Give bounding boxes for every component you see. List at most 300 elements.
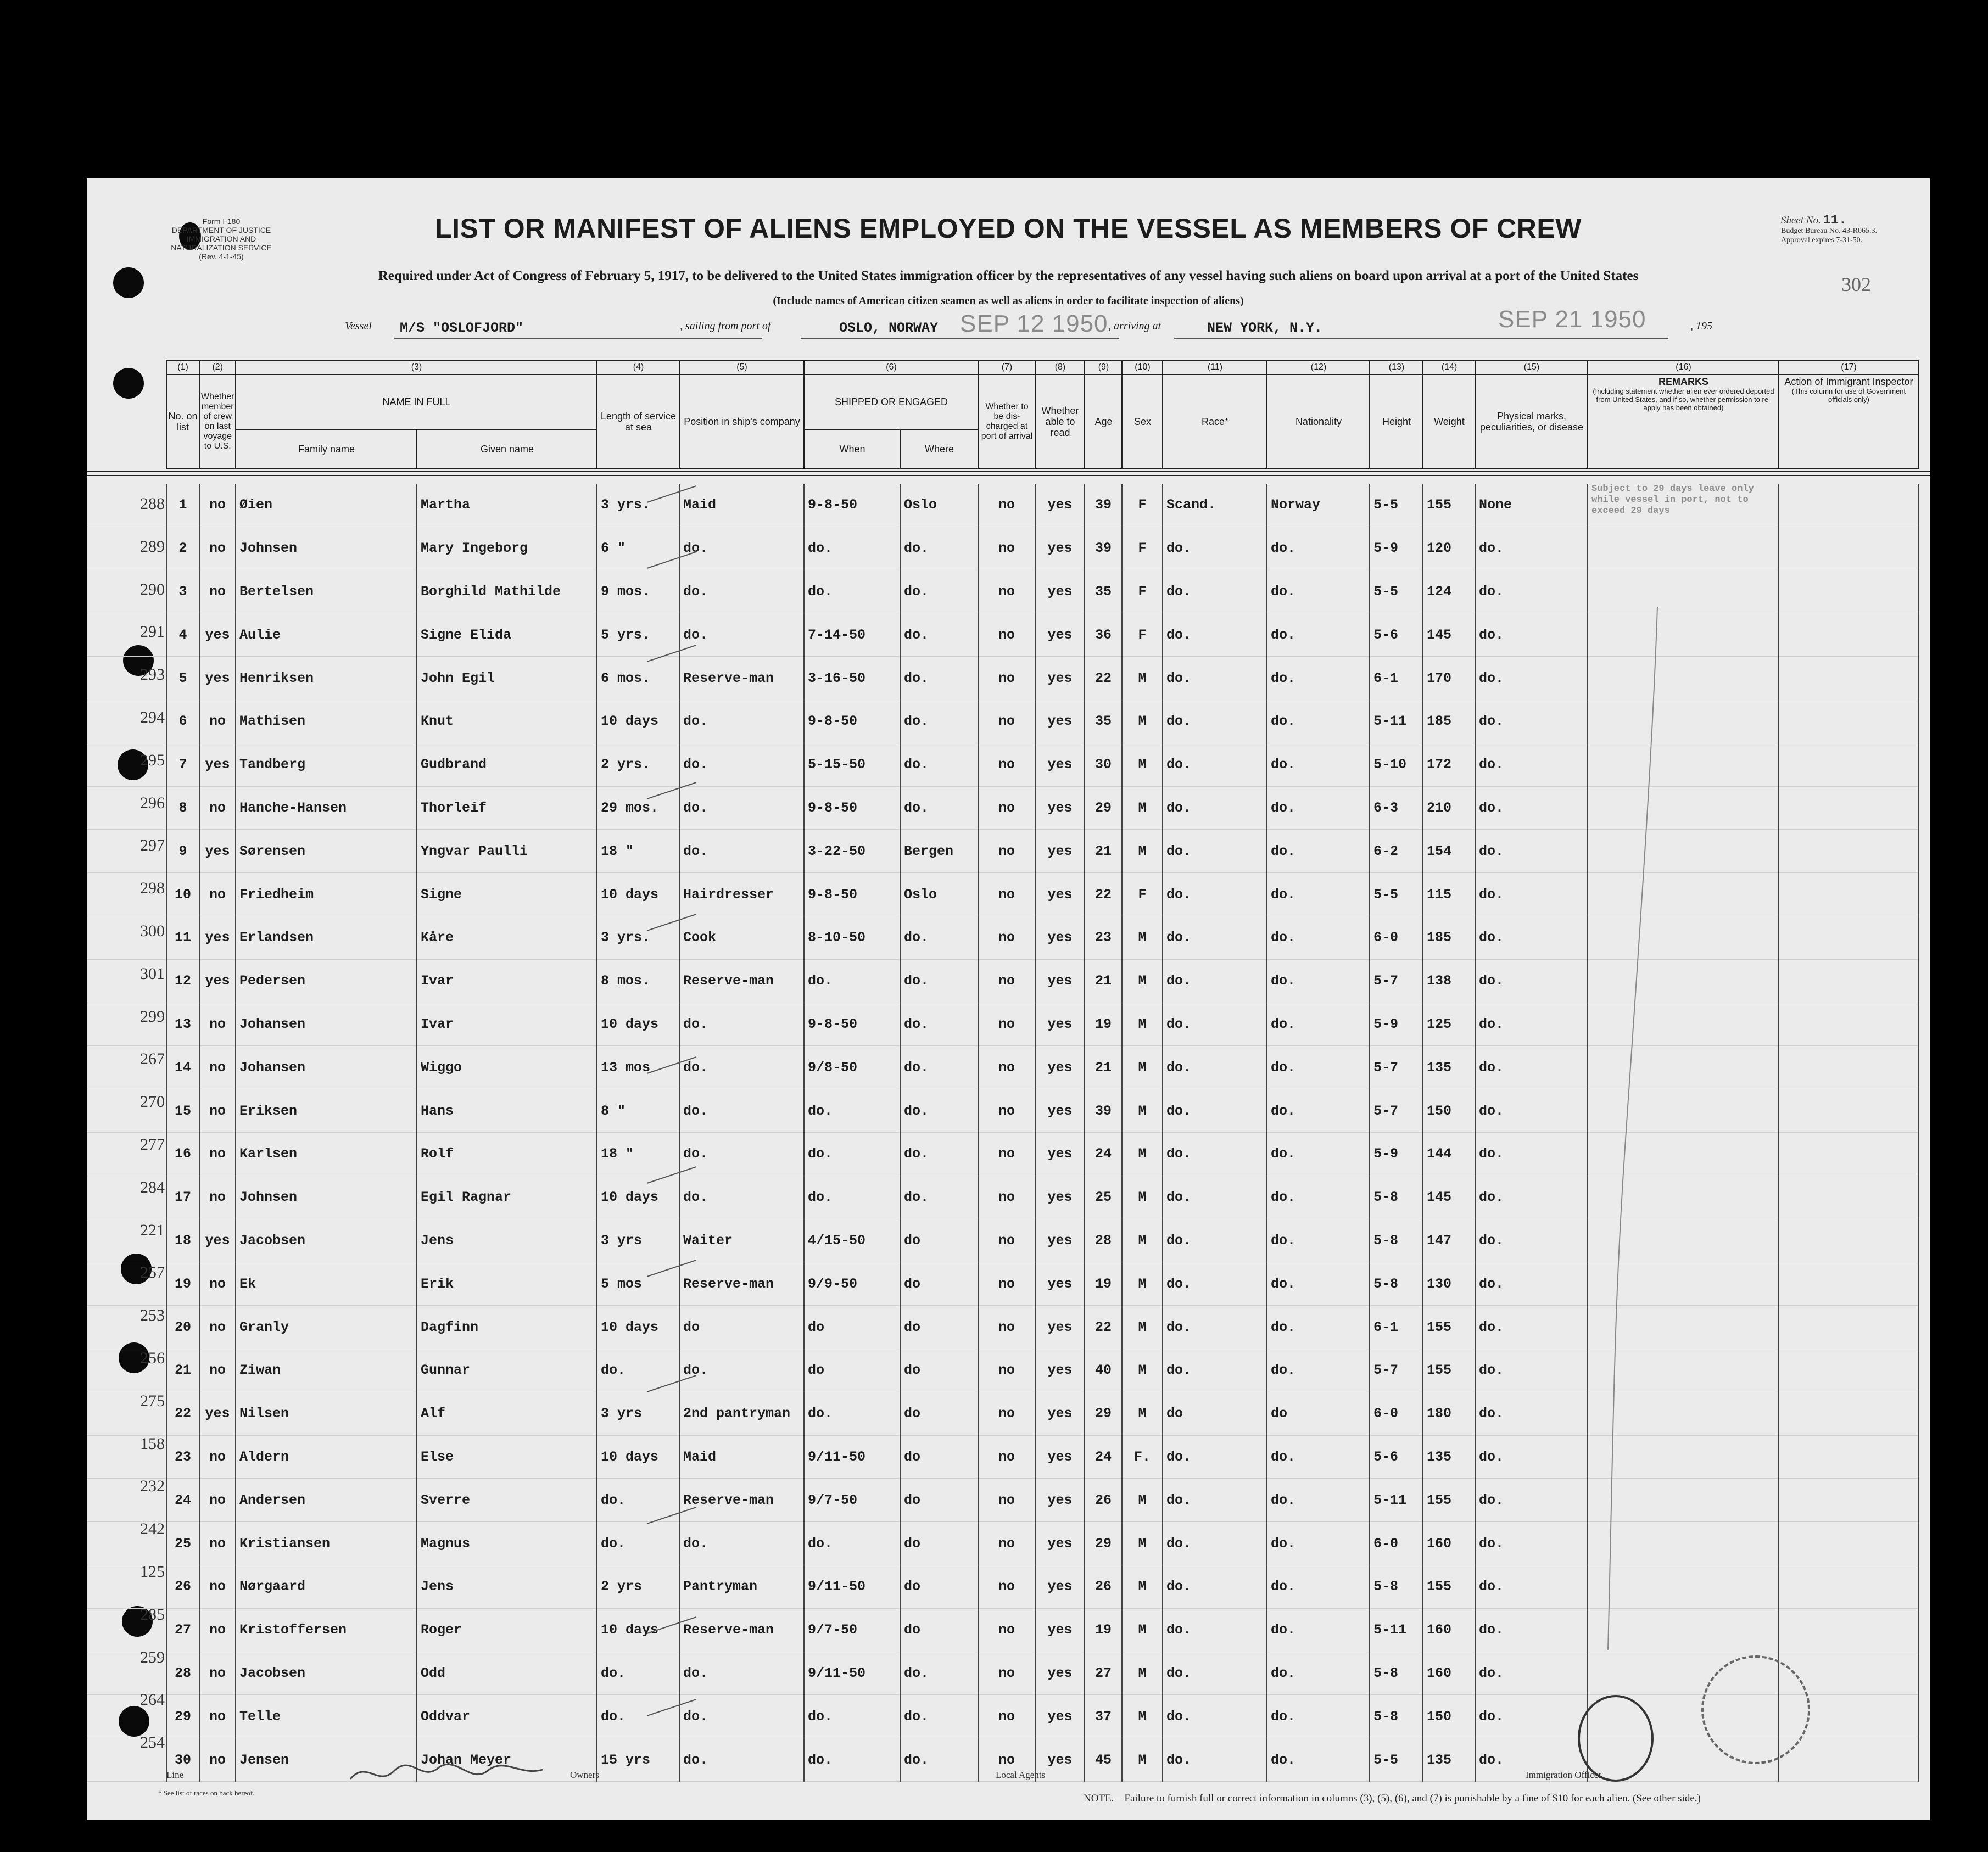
race: do. bbox=[1163, 1738, 1267, 1782]
previous-voyage: no bbox=[199, 786, 236, 830]
position: do. bbox=[679, 1349, 804, 1392]
physical-marks: do. bbox=[1475, 1089, 1588, 1133]
able-to-read: yes bbox=[1035, 1349, 1085, 1392]
sex: M bbox=[1122, 1003, 1163, 1046]
manifest-line-number: 285 bbox=[140, 1605, 165, 1624]
able-to-read: yes bbox=[1035, 1046, 1085, 1089]
position: Cook bbox=[679, 916, 804, 959]
weight: 120 bbox=[1423, 527, 1475, 570]
weight: 154 bbox=[1423, 830, 1475, 873]
able-to-read: yes bbox=[1035, 1262, 1085, 1306]
family-name: Erlandsen bbox=[236, 916, 417, 959]
position: do. bbox=[679, 613, 804, 657]
age: 26 bbox=[1085, 1479, 1122, 1522]
position: do. bbox=[679, 830, 804, 873]
length-of-service: 15 yrs bbox=[597, 1738, 679, 1782]
previous-voyage: no bbox=[199, 1435, 236, 1479]
sex: M bbox=[1122, 1089, 1163, 1133]
length-of-service: 3 yrs. bbox=[597, 484, 679, 527]
inspector-action-cell bbox=[1779, 1522, 1918, 1565]
given-name: Kåre bbox=[417, 916, 597, 959]
nationality: do. bbox=[1267, 700, 1370, 743]
discharged: no bbox=[978, 1479, 1035, 1522]
weight: 180 bbox=[1423, 1392, 1475, 1435]
page-number: 302 bbox=[1841, 273, 1871, 295]
no-on-list: 22 bbox=[166, 1392, 199, 1435]
inspector-action-cell bbox=[1779, 1479, 1918, 1522]
shipped-where: do. bbox=[900, 1046, 978, 1089]
age: 29 bbox=[1085, 786, 1122, 830]
inspector-action-cell bbox=[1779, 916, 1918, 959]
weight: 130 bbox=[1423, 1262, 1475, 1306]
length-of-service: 10 days bbox=[597, 1003, 679, 1046]
shipped-where: Oslo bbox=[900, 484, 978, 527]
race: do. bbox=[1163, 1522, 1267, 1565]
race: do. bbox=[1163, 1262, 1267, 1306]
sex: M bbox=[1122, 1219, 1163, 1262]
document-subtitle: Required under Act of Congress of February 5, 1917, to be delivered to the United States immigration officer by the representatives of any vessel having such aliens on board upon arrival at a port of the United States bbox=[378, 268, 1639, 283]
physical-marks: do. bbox=[1475, 786, 1588, 830]
position: Reserve-man bbox=[679, 959, 804, 1003]
nationality: do. bbox=[1267, 1262, 1370, 1306]
nationality: do. bbox=[1267, 916, 1370, 959]
col-inspector-action: Action of Immigrant Inspector (This column for use of Government officials only) bbox=[1779, 374, 1918, 469]
previous-voyage: no bbox=[199, 1738, 236, 1782]
discharged: no bbox=[978, 959, 1035, 1003]
col-when: When bbox=[804, 429, 900, 469]
no-on-list: 3 bbox=[166, 570, 199, 613]
nationality: do. bbox=[1267, 786, 1370, 830]
age: 21 bbox=[1085, 830, 1122, 873]
sex: M bbox=[1122, 916, 1163, 959]
physical-marks: do. bbox=[1475, 1132, 1588, 1176]
height: 5-7 bbox=[1370, 959, 1423, 1003]
given-name: Signe Elida bbox=[417, 613, 597, 657]
no-on-list: 13 bbox=[166, 1003, 199, 1046]
length-of-service: 10 days bbox=[597, 1176, 679, 1219]
service-check-marks bbox=[636, 480, 702, 1743]
sex: M bbox=[1122, 1046, 1163, 1089]
nationality: do. bbox=[1267, 1695, 1370, 1738]
length-of-service: 9 mos. bbox=[597, 570, 679, 613]
weight: 150 bbox=[1423, 1695, 1475, 1738]
shipped-where: do bbox=[900, 1565, 978, 1608]
shipped-where: do bbox=[900, 1522, 978, 1565]
sex: M bbox=[1122, 700, 1163, 743]
length-of-service: 18 " bbox=[597, 830, 679, 873]
family-name: Bertelsen bbox=[236, 570, 417, 613]
previous-voyage: no bbox=[199, 1046, 236, 1089]
previous-voyage: yes bbox=[199, 959, 236, 1003]
discharged: no bbox=[978, 1003, 1035, 1046]
sex: M bbox=[1122, 743, 1163, 786]
remarks-cell bbox=[1588, 527, 1779, 570]
nationality: do. bbox=[1267, 1608, 1370, 1652]
inspector-action-cell bbox=[1779, 484, 1918, 527]
physical-marks: do. bbox=[1475, 1046, 1588, 1089]
able-to-read: yes bbox=[1035, 1565, 1085, 1608]
family-name: Ziwan bbox=[236, 1349, 417, 1392]
family-name: Karlsen bbox=[236, 1132, 417, 1176]
able-to-read: yes bbox=[1035, 873, 1085, 916]
able-to-read: yes bbox=[1035, 1392, 1085, 1435]
given-name: Sverre bbox=[417, 1479, 597, 1522]
manifest-line-number: 242 bbox=[140, 1520, 165, 1538]
length-of-service: 3 yrs. bbox=[597, 916, 679, 959]
height: 6-0 bbox=[1370, 916, 1423, 959]
height: 6-2 bbox=[1370, 830, 1423, 873]
arriving-at-label: , arriving at bbox=[1108, 320, 1161, 332]
nationality: do. bbox=[1267, 830, 1370, 873]
manifest-line-number: 254 bbox=[140, 1733, 165, 1752]
weight: 160 bbox=[1423, 1608, 1475, 1652]
discharged: no bbox=[978, 1608, 1035, 1652]
given-name: Jens bbox=[417, 1219, 597, 1262]
shipped-where: do bbox=[900, 1306, 978, 1349]
col-previous-voyage: Whether member of crew on last voyage to U.S. bbox=[199, 374, 236, 469]
year-label: , 195 bbox=[1690, 320, 1712, 332]
manifest-line-number: 267 bbox=[140, 1050, 165, 1068]
manifest-line-number: 253 bbox=[140, 1306, 165, 1325]
length-of-service: do. bbox=[597, 1522, 679, 1565]
physical-marks: do. bbox=[1475, 873, 1588, 916]
height: 5-9 bbox=[1370, 1132, 1423, 1176]
given-name: Gudbrand bbox=[417, 743, 597, 786]
col-position: Position in ship's company bbox=[679, 374, 804, 469]
col-nationality: Nationality bbox=[1267, 374, 1370, 469]
height: 5-11 bbox=[1370, 700, 1423, 743]
no-on-list: 21 bbox=[166, 1349, 199, 1392]
col-8-number: (8) bbox=[1035, 360, 1085, 374]
manifest-sheet bbox=[87, 178, 1930, 1820]
weight: 138 bbox=[1423, 959, 1475, 1003]
no-on-list: 12 bbox=[166, 959, 199, 1003]
previous-voyage: yes bbox=[199, 743, 236, 786]
shipped-when: 3-16-50 bbox=[804, 657, 900, 700]
previous-voyage: no bbox=[199, 1652, 236, 1695]
length-of-service: do. bbox=[597, 1695, 679, 1738]
sex: F bbox=[1122, 873, 1163, 916]
race: do. bbox=[1163, 570, 1267, 613]
nationality: do. bbox=[1267, 743, 1370, 786]
previous-voyage: no bbox=[199, 1306, 236, 1349]
previous-voyage: no bbox=[199, 1349, 236, 1392]
shipped-when: do bbox=[804, 1306, 900, 1349]
no-on-list: 19 bbox=[166, 1262, 199, 1306]
shipped-when: do. bbox=[804, 1089, 900, 1133]
able-to-read: yes bbox=[1035, 1522, 1085, 1565]
crew-row bbox=[87, 1652, 1918, 1695]
height: 5-7 bbox=[1370, 1089, 1423, 1133]
col-discharged: Whether to be dis-charged at port of arrival bbox=[978, 374, 1035, 469]
race: do. bbox=[1163, 1219, 1267, 1262]
sex: M bbox=[1122, 1132, 1163, 1176]
manifest-line-number: 275 bbox=[140, 1391, 165, 1410]
race: do. bbox=[1163, 657, 1267, 700]
inspector-action-cell bbox=[1779, 830, 1918, 873]
race: do. bbox=[1163, 1479, 1267, 1522]
race: do. bbox=[1163, 1089, 1267, 1133]
nationality: do. bbox=[1267, 1565, 1370, 1608]
physical-marks: do. bbox=[1475, 700, 1588, 743]
position: do. bbox=[679, 1695, 804, 1738]
discharged: no bbox=[978, 743, 1035, 786]
position: do. bbox=[679, 743, 804, 786]
manifest-line-number: 299 bbox=[140, 1007, 165, 1026]
height: 5-9 bbox=[1370, 527, 1423, 570]
col-7-number: (7) bbox=[978, 360, 1035, 374]
length-of-service: 5 mos bbox=[597, 1262, 679, 1306]
position: Reserve-man bbox=[679, 1608, 804, 1652]
able-to-read: yes bbox=[1035, 1176, 1085, 1219]
nationality: do. bbox=[1267, 1522, 1370, 1565]
height: 5-8 bbox=[1370, 1695, 1423, 1738]
previous-voyage: no bbox=[199, 1565, 236, 1608]
crew-row bbox=[87, 527, 1918, 570]
manifest-line-number: 257 bbox=[140, 1263, 165, 1282]
age: 37 bbox=[1085, 1695, 1122, 1738]
able-to-read: yes bbox=[1035, 527, 1085, 570]
sailing-from-port: OSLO, NORWAY bbox=[839, 320, 939, 336]
height: 5-5 bbox=[1370, 1738, 1423, 1782]
col-6-number: (6) bbox=[804, 360, 978, 374]
col-4-number: (4) bbox=[597, 360, 679, 374]
weight: 185 bbox=[1423, 700, 1475, 743]
age: 40 bbox=[1085, 1349, 1122, 1392]
height: 6-3 bbox=[1370, 786, 1423, 830]
col-race: Race* bbox=[1163, 374, 1267, 469]
shipped-when: 9/11-50 bbox=[804, 1435, 900, 1479]
previous-voyage: no bbox=[199, 1522, 236, 1565]
previous-voyage: no bbox=[199, 1089, 236, 1133]
col-17-number: (17) bbox=[1779, 360, 1918, 374]
age: 29 bbox=[1085, 1522, 1122, 1565]
family-name: Eriksen bbox=[236, 1089, 417, 1133]
previous-voyage: yes bbox=[199, 1219, 236, 1262]
manifest-line-number: 300 bbox=[140, 922, 165, 940]
position: Maid bbox=[679, 1435, 804, 1479]
shipped-when: do. bbox=[804, 1522, 900, 1565]
race: do. bbox=[1163, 700, 1267, 743]
age: 21 bbox=[1085, 1046, 1122, 1089]
col-given-name: Given name bbox=[417, 429, 597, 469]
sheet-info: Sheet No. 11. Budget Bureau No. 43-R065.3. Approval expires 7-31-50. bbox=[1781, 213, 1877, 244]
inspector-action-cell bbox=[1779, 959, 1918, 1003]
date-stamp-arrival: SEP 21 1950 bbox=[1498, 306, 1646, 333]
weight: 155 bbox=[1423, 1306, 1475, 1349]
race: do. bbox=[1163, 1349, 1267, 1392]
manifest-line-number: 288 bbox=[140, 495, 165, 513]
discharged: no bbox=[978, 1262, 1035, 1306]
height: 5-7 bbox=[1370, 1046, 1423, 1089]
nationality: do. bbox=[1267, 570, 1370, 613]
shipped-when: 9/7-50 bbox=[804, 1608, 900, 1652]
given-name: Else bbox=[417, 1435, 597, 1479]
no-on-list: 10 bbox=[166, 873, 199, 916]
col-sex: Sex bbox=[1122, 374, 1163, 469]
physical-marks: do. bbox=[1475, 1479, 1588, 1522]
manifest-line-number: 289 bbox=[140, 537, 165, 556]
position: do. bbox=[679, 1522, 804, 1565]
race: do. bbox=[1163, 1652, 1267, 1695]
family-name: Telle bbox=[236, 1695, 417, 1738]
height: 5-10 bbox=[1370, 743, 1423, 786]
race: do. bbox=[1163, 527, 1267, 570]
position: do. bbox=[679, 1132, 804, 1176]
race: do. bbox=[1163, 916, 1267, 959]
col-age: Age bbox=[1085, 374, 1122, 469]
shipped-when: 9/9-50 bbox=[804, 1262, 900, 1306]
col-13-number: (13) bbox=[1370, 360, 1423, 374]
weight: 115 bbox=[1423, 873, 1475, 916]
previous-voyage: no bbox=[199, 700, 236, 743]
race: do. bbox=[1163, 1003, 1267, 1046]
age: 19 bbox=[1085, 1003, 1122, 1046]
age: 23 bbox=[1085, 916, 1122, 959]
manifest-line-number: 232 bbox=[140, 1477, 165, 1496]
no-on-list: 20 bbox=[166, 1306, 199, 1349]
sex: M bbox=[1122, 1695, 1163, 1738]
weight: 135 bbox=[1423, 1738, 1475, 1782]
family-name: Jacobsen bbox=[236, 1219, 417, 1262]
length-of-service: 10 days bbox=[597, 1435, 679, 1479]
weight: 160 bbox=[1423, 1522, 1475, 1565]
no-on-list: 5 bbox=[166, 657, 199, 700]
position: do. bbox=[679, 786, 804, 830]
physical-marks: do. bbox=[1475, 1522, 1588, 1565]
previous-voyage: no bbox=[199, 570, 236, 613]
shipped-where: do bbox=[900, 1608, 978, 1652]
previous-voyage: no bbox=[199, 1479, 236, 1522]
age: 28 bbox=[1085, 1219, 1122, 1262]
shipped-when: 8-10-50 bbox=[804, 916, 900, 959]
position: do. bbox=[679, 1003, 804, 1046]
shipped-where: do. bbox=[900, 1652, 978, 1695]
given-name: Erik bbox=[417, 1262, 597, 1306]
sex: M bbox=[1122, 1738, 1163, 1782]
shipped-when: do. bbox=[804, 1738, 900, 1782]
able-to-read: yes bbox=[1035, 657, 1085, 700]
nationality: do. bbox=[1267, 1349, 1370, 1392]
shipped-where: do. bbox=[900, 916, 978, 959]
col-9-number: (9) bbox=[1085, 360, 1122, 374]
family-name: Friedheim bbox=[236, 873, 417, 916]
inspector-action-cell bbox=[1779, 1003, 1918, 1046]
nationality: do. bbox=[1267, 1306, 1370, 1349]
able-to-read: yes bbox=[1035, 1132, 1085, 1176]
shipped-when: 9-8-50 bbox=[804, 1003, 900, 1046]
shipped-where: do. bbox=[900, 1003, 978, 1046]
able-to-read: yes bbox=[1035, 700, 1085, 743]
nationality: do. bbox=[1267, 1046, 1370, 1089]
discharged: no bbox=[978, 1089, 1035, 1133]
inspector-action-cell bbox=[1779, 786, 1918, 830]
vessel-name: M/S "OSLOFJORD" bbox=[400, 320, 524, 336]
weight: 135 bbox=[1423, 1046, 1475, 1089]
previous-voyage: no bbox=[199, 1132, 236, 1176]
family-name: Mathisen bbox=[236, 700, 417, 743]
shipped-where: do. bbox=[900, 700, 978, 743]
crew-row bbox=[87, 484, 1918, 527]
position: do. bbox=[679, 1738, 804, 1782]
physical-marks: do. bbox=[1475, 830, 1588, 873]
shipped-where: do bbox=[900, 1262, 978, 1306]
able-to-read: yes bbox=[1035, 484, 1085, 527]
height: 6-0 bbox=[1370, 1392, 1423, 1435]
age: 29 bbox=[1085, 1392, 1122, 1435]
manifest-line-number: 297 bbox=[140, 836, 165, 855]
nationality: do. bbox=[1267, 1738, 1370, 1782]
inspector-action-cell bbox=[1779, 1262, 1918, 1306]
family-name: Nørgaard bbox=[236, 1565, 417, 1608]
length-of-service: 8 " bbox=[597, 1089, 679, 1133]
discharged: no bbox=[978, 873, 1035, 916]
sailing-from-label: , sailing from port of bbox=[680, 320, 771, 332]
length-of-service: 10 days bbox=[597, 1306, 679, 1349]
sex: F bbox=[1122, 527, 1163, 570]
given-name: Borghild Mathilde bbox=[417, 570, 597, 613]
nationality: do. bbox=[1267, 527, 1370, 570]
manifest-line-number: 296 bbox=[140, 793, 165, 812]
col-12-number: (12) bbox=[1267, 360, 1370, 374]
sex: M bbox=[1122, 959, 1163, 1003]
shipped-when: do. bbox=[804, 1695, 900, 1738]
race: Scand. bbox=[1163, 484, 1267, 527]
col-height: Height bbox=[1370, 374, 1423, 469]
inspection-stamp bbox=[1701, 1655, 1810, 1764]
no-on-list: 8 bbox=[166, 786, 199, 830]
physical-marks: do. bbox=[1475, 1435, 1588, 1479]
previous-voyage: yes bbox=[199, 613, 236, 657]
physical-marks: do. bbox=[1475, 916, 1588, 959]
shipped-where: do. bbox=[900, 1695, 978, 1738]
weight: 185 bbox=[1423, 916, 1475, 959]
physical-marks: do. bbox=[1475, 1349, 1588, 1392]
inspector-action-cell bbox=[1779, 657, 1918, 700]
family-name: Kristoffersen bbox=[236, 1608, 417, 1652]
discharged: no bbox=[978, 786, 1035, 830]
race: do. bbox=[1163, 1565, 1267, 1608]
able-to-read: yes bbox=[1035, 959, 1085, 1003]
family-name: Johansen bbox=[236, 1046, 417, 1089]
previous-voyage: yes bbox=[199, 830, 236, 873]
date-stamp-sailing: SEP 12 1950 bbox=[960, 310, 1108, 337]
col-10-number: (10) bbox=[1122, 360, 1163, 374]
inspector-action-cell bbox=[1779, 743, 1918, 786]
length-of-service: do. bbox=[597, 1349, 679, 1392]
previous-voyage: no bbox=[199, 873, 236, 916]
inspector-action-cell bbox=[1779, 527, 1918, 570]
discharged: no bbox=[978, 1132, 1035, 1176]
signature bbox=[345, 1754, 554, 1793]
discharged: no bbox=[978, 1738, 1035, 1782]
age: 21 bbox=[1085, 959, 1122, 1003]
shipped-where: do. bbox=[900, 1176, 978, 1219]
physical-marks: do. bbox=[1475, 1176, 1588, 1219]
given-name: Thorleif bbox=[417, 786, 597, 830]
previous-voyage: no bbox=[199, 1003, 236, 1046]
given-name: Oddvar bbox=[417, 1695, 597, 1738]
physical-marks: do. bbox=[1475, 570, 1588, 613]
length-of-service: 29 mos. bbox=[597, 786, 679, 830]
position: Waiter bbox=[679, 1219, 804, 1262]
manifest-line-number: 294 bbox=[140, 708, 165, 726]
shipped-where: do. bbox=[900, 743, 978, 786]
age: 24 bbox=[1085, 1132, 1122, 1176]
weight: 125 bbox=[1423, 1003, 1475, 1046]
sex: M bbox=[1122, 1565, 1163, 1608]
family-name: Johansen bbox=[236, 1003, 417, 1046]
